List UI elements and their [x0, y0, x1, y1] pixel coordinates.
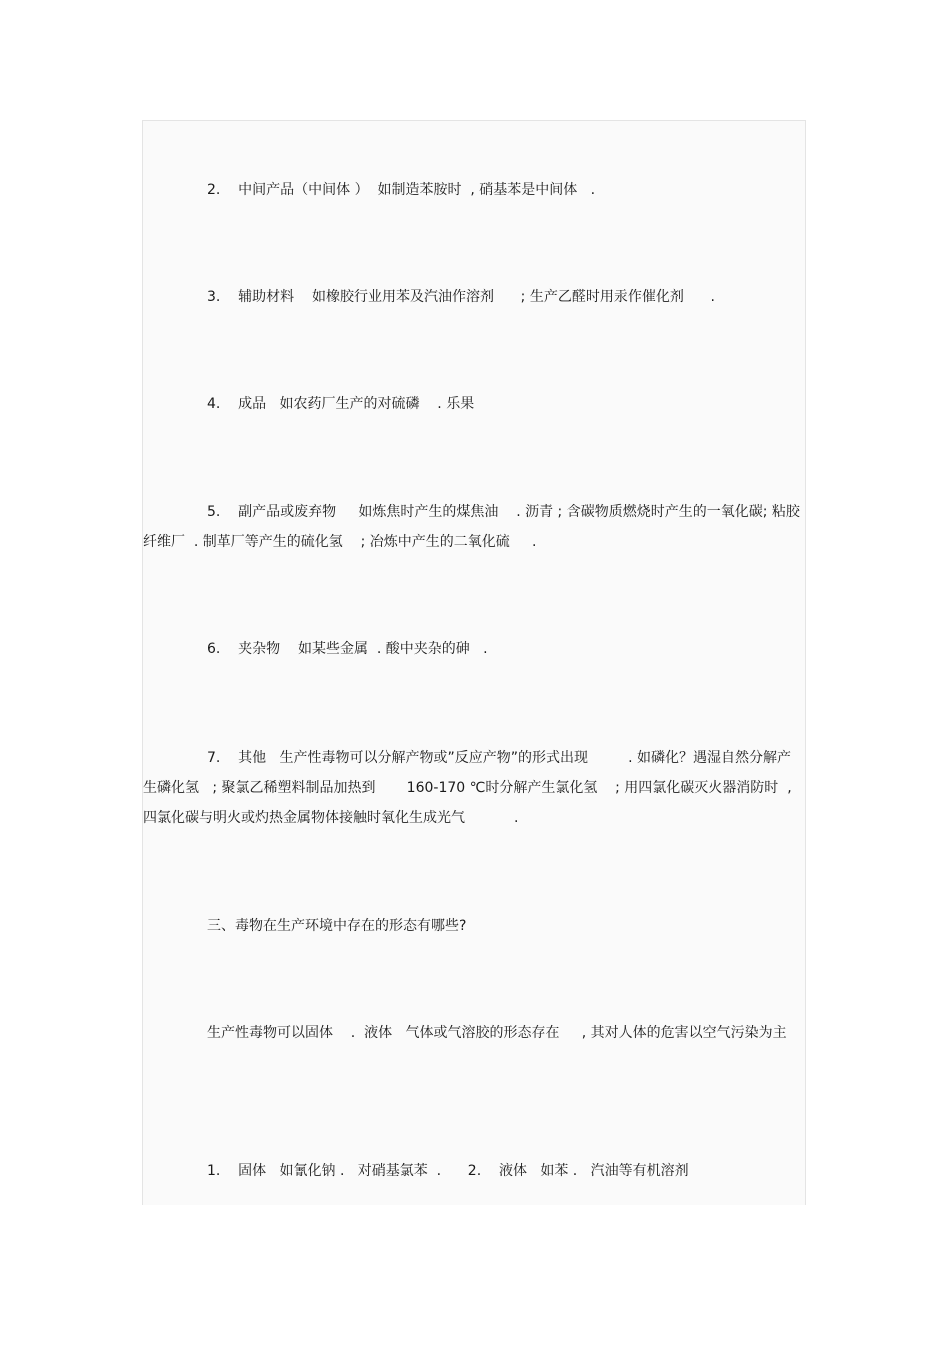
- list-item: 4. 成品 如农药厂生产的对硫磷 . 乐果: [207, 396, 475, 412]
- paragraph: 生产性毒物可以固体 . 液体 气体或气溶胶的形态存在 , 其对人体的危害以空气污染为主: [207, 1025, 787, 1041]
- section-heading: 三、毒物在生产环境中存在的形态有哪些?: [207, 918, 467, 934]
- list-item: 1. 固体 如氰化钠 . 对硝基氯苯 . 2. 液体 如苯 . 汽油等有机溶剂: [207, 1163, 689, 1179]
- list-item: 5. 副产品或废弃物 如炼焦时产生的煤焦油 . 沥青 ; 含碳物质燃烧时产生的一氧化碳; 粘胶纤维厂 . 制革厂等产生的硫化氢 ; 冶炼中产生的二氧化硫 .: [143, 504, 800, 550]
- list-item: 3. 辅助材料 如橡胶行业用苯及汽油作溶剂 ; 生产乙醛时用汞作催化剂 .: [207, 289, 715, 305]
- list-item: 2. 中间产品（中间体 ） 如制造苯胺时 , 硝基苯是中间体 .: [207, 182, 596, 198]
- list-item: 7. 其他 生产性毒物可以分解产物或”反应产物”的形式出现 . 如磷化？遇湿自然分解产生磷化氢 ; 聚氯乙稀塑料制品加热到 160-170 ℃时分解产生氯化氢 ; 用四氯化碳灭火器消防时 , 四氯化碳与明火或灼热金属物体接触时氧化生成光气 .: [143, 750, 797, 826]
- list-item: 6. 夹杂物 如某些金属 . 酸中夹杂的砷 .: [207, 641, 488, 657]
